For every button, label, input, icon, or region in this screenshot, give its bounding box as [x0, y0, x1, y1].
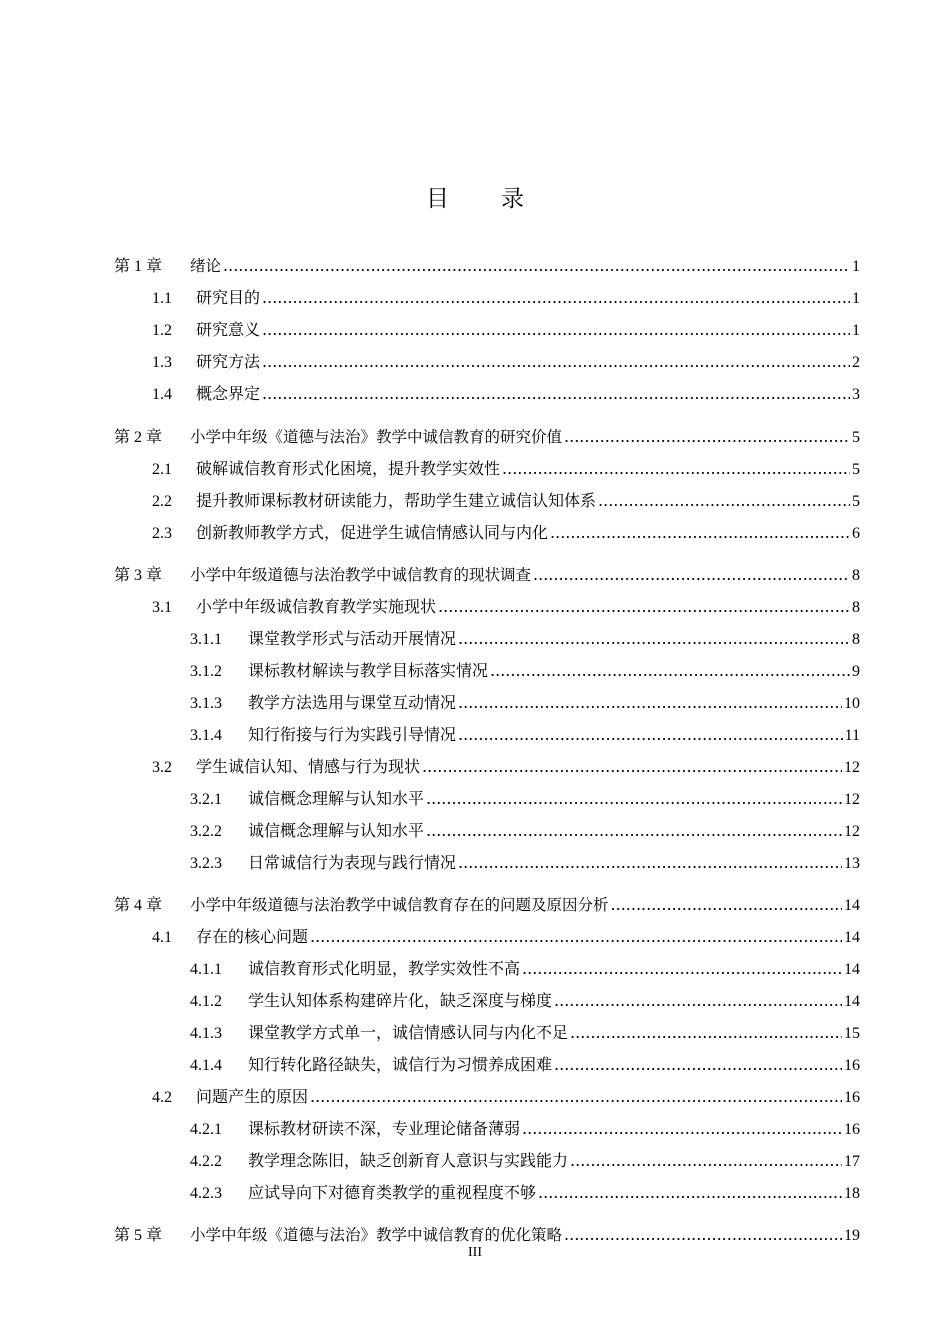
toc-entry-line [190, 988, 860, 1011]
toc-title-char-2: 录 [501, 186, 524, 212]
toc-chapter-entry[interactable] [0, 246, 950, 276]
toc-entry-title: 破解诚信教育形式化困境，提升教学实效性 [196, 459, 501, 478]
toc-entry-line [152, 456, 860, 479]
toc-entry-page: 3 [852, 386, 860, 403]
toc-section-entry[interactable] [0, 374, 950, 404]
toc-entry-title: 应试导向下对德育类教学的重视程度不够 [248, 1183, 537, 1202]
toc-entry-title: 知行衔接与行为实践引导情况 [248, 725, 457, 744]
toc-entry-line [114, 424, 860, 447]
toc-entry-line [190, 850, 860, 873]
toc-entry-line [152, 594, 860, 617]
toc-entry-page: 12 [844, 823, 860, 840]
toc-entry-page: 11 [844, 727, 860, 744]
toc-dot-leader [262, 320, 850, 339]
toc-dot-leader [502, 459, 850, 478]
toc-entry-title: 存在的核心问题 [196, 927, 309, 946]
toc-dot-leader [458, 725, 843, 744]
toc-entry-title: 绪论 [190, 257, 222, 275]
toc-entry-number: 2.1 [152, 461, 172, 478]
toc-entry-page: 18 [844, 1185, 860, 1202]
toc-entry-line [152, 924, 860, 947]
toc-entry-title: 研究目的 [196, 288, 261, 307]
toc-section-entry[interactable] [0, 587, 950, 617]
toc-entry-number: 1.2 [152, 322, 172, 339]
toc-entry-page: 16 [844, 1121, 860, 1138]
toc-entry-line [190, 1148, 860, 1171]
toc-entry-line [190, 1116, 860, 1139]
toc-entry-line [190, 690, 860, 713]
toc-entry-title: 小学中年级《道德与法治》教学中诚信教育的研究价值 [190, 428, 563, 446]
toc-entry-line [152, 285, 860, 308]
toc-entry-page: 16 [844, 1089, 860, 1106]
toc-entry-line [190, 626, 860, 649]
toc-entry-page: 1 [852, 290, 860, 307]
toc-subsection-entry[interactable] [0, 779, 950, 809]
toc-entry-number: 3.1.4 [190, 727, 222, 744]
toc-entry-line [190, 818, 860, 841]
toc-subsection-entry[interactable] [0, 683, 950, 713]
toc-entry-page: 8 [852, 567, 860, 584]
toc-subsection-entry[interactable] [0, 843, 950, 873]
toc-entry-title: 课标教材解读与教学目标落实情况 [248, 661, 489, 680]
toc-dot-leader [538, 1183, 842, 1202]
toc-entry-number: 第 1 章 [114, 258, 163, 275]
toc-entry-page: 9 [852, 663, 860, 680]
toc-dot-leader [310, 927, 842, 946]
toc-entry-number: 1.1 [152, 290, 172, 307]
toc-dot-leader [426, 789, 842, 808]
toc-entry-title: 问题产生的原因 [196, 1087, 309, 1106]
toc-entry-line [152, 1084, 860, 1107]
toc-entry-number: 2.2 [152, 493, 172, 510]
toc-entry-line [114, 892, 860, 915]
toc-subsection-entry[interactable] [0, 1173, 950, 1203]
toc-entry-page: 5 [852, 493, 860, 510]
toc-entry-number: 3.2.2 [190, 823, 222, 840]
toc-entry-page: 5 [852, 461, 860, 478]
toc-entry-title: 创新教师教学方式，促进学生诚信情感认同与内化 [196, 523, 549, 542]
toc-entry-number: 4.1.1 [190, 961, 222, 978]
toc-entry-number: 3.2.1 [190, 791, 222, 808]
toc-entry-page: 17 [844, 1153, 860, 1170]
toc-entry-line [152, 317, 860, 340]
toc-dot-leader [522, 1119, 842, 1138]
toc-section-entry[interactable] [0, 278, 950, 308]
toc-section-entry[interactable] [0, 1077, 950, 1107]
toc-entry-page: 12 [844, 759, 860, 776]
toc-entry-number: 第 4 章 [114, 897, 163, 914]
toc-entry-number: 3.1 [152, 599, 172, 616]
toc-dot-leader [564, 427, 850, 446]
toc-dot-leader [262, 352, 850, 371]
toc-section-entry[interactable] [0, 342, 950, 372]
toc-subsection-entry[interactable] [0, 1045, 950, 1075]
toc-section-entry[interactable] [0, 449, 950, 479]
toc-dot-leader [422, 757, 842, 776]
toc-dot-leader [223, 256, 850, 275]
toc-entry-title: 课堂教学形式与活动开展情况 [248, 629, 457, 648]
toc-entry-line [114, 562, 860, 585]
toc-entry-title: 课堂教学方式单一，诚信情感认同与内化不足 [248, 1023, 569, 1042]
page-number: III [468, 1245, 482, 1260]
toc-entry-number: 4.2.2 [190, 1153, 222, 1170]
toc-entry-number: 第 2 章 [114, 429, 163, 446]
toc-title-char-1: 目 [426, 186, 449, 212]
toc-entry-line [114, 253, 860, 276]
toc-entry-title: 提升教师课标教材研读能力，帮助学生建立诚信认知体系 [196, 491, 597, 510]
toc-entry-number: 3.2 [152, 759, 172, 776]
toc-subsection-entry[interactable] [0, 715, 950, 745]
toc-entry-title: 学生诚信认知、情感与行为现状 [196, 757, 421, 776]
toc-dot-leader [262, 288, 850, 307]
toc-entry-page: 14 [844, 993, 860, 1010]
toc-chapter-entry[interactable] [0, 1215, 950, 1245]
toc-entry-number: 4.1.2 [190, 993, 222, 1010]
toc-entry-page: 14 [844, 961, 860, 978]
toc-entry-page: 6 [852, 525, 860, 542]
toc-dot-leader [458, 853, 842, 872]
toc-entry-title: 教学理念陈旧，缺乏创新育人意识与实践能力 [248, 1151, 569, 1170]
toc-section-entry[interactable] [0, 513, 950, 543]
toc-entry-line [152, 349, 860, 372]
toc-entry-number: 第 3 章 [114, 567, 163, 584]
toc-entry-number: 3.2.3 [190, 855, 222, 872]
toc-dot-leader [554, 991, 842, 1010]
toc-subsection-entry[interactable] [0, 981, 950, 1011]
toc-entry-line [190, 1052, 860, 1075]
toc-entry-page: 1 [852, 258, 860, 275]
toc-dot-leader [564, 1225, 842, 1244]
toc-entry-page: 15 [844, 1025, 860, 1042]
toc-entry-number: 4.2 [152, 1089, 172, 1106]
toc-entry-title: 日常诚信行为表现与践行情况 [248, 853, 457, 872]
toc-subsection-entry[interactable] [0, 1141, 950, 1171]
toc-subsection-entry[interactable] [0, 1013, 950, 1043]
toc-section-entry[interactable] [0, 917, 950, 947]
toc-entry-title: 教学方法选用与课堂互动情况 [248, 693, 457, 712]
toc-entry-title: 诚信教育形式化明显，教学实效性不高 [248, 959, 521, 978]
toc-entry-number: 3.1.2 [190, 663, 222, 680]
toc-entry-number: 1.4 [152, 386, 172, 403]
toc-entry-number: 4.2.3 [190, 1185, 222, 1202]
toc-dot-leader [310, 1087, 842, 1106]
toc-entry-number: 3.1.3 [190, 695, 222, 712]
toc-entry-title: 研究方法 [196, 352, 261, 371]
toc-chapter-entry[interactable] [0, 885, 950, 915]
toc-dot-leader [458, 693, 842, 712]
toc-dot-leader [490, 661, 850, 680]
toc-entry-title: 课标教材研读不深，专业理论储备薄弱 [248, 1119, 521, 1138]
toc-dot-leader [570, 1023, 842, 1042]
toc-entry-title: 诚信概念理解与认知水平 [248, 821, 425, 840]
toc-section-entry[interactable] [0, 481, 950, 511]
toc-entry-title: 小学中年级道德与法治教学中诚信教育的现状调查 [190, 566, 532, 584]
toc-entry-page: 10 [844, 695, 860, 712]
toc-dot-leader [458, 629, 850, 648]
toc-title [0, 180, 950, 213]
toc-entry-line [190, 1020, 860, 1043]
toc-entry-page: 8 [852, 599, 860, 616]
toc-dot-leader [426, 821, 842, 840]
toc-dot-leader [598, 491, 850, 510]
toc-entry-line [152, 381, 860, 404]
toc-entry-page: 14 [844, 897, 860, 914]
toc-entry-number: 4.1.4 [190, 1057, 222, 1074]
toc-entry-page: 8 [852, 631, 860, 648]
toc-entry-line [152, 520, 860, 543]
toc-dot-leader [550, 523, 850, 542]
toc-entry-title: 研究意义 [196, 320, 261, 339]
toc-entry-page: 12 [844, 791, 860, 808]
toc-subsection-entry[interactable] [0, 651, 950, 681]
toc-entry-line [114, 1222, 860, 1245]
toc-entry-page: 19 [844, 1227, 860, 1244]
toc-subsection-entry[interactable] [0, 811, 950, 841]
toc-entry-page: 1 [852, 322, 860, 339]
toc-entry-line [190, 722, 860, 745]
toc-entry-number: 2.3 [152, 525, 172, 542]
toc-dot-leader [611, 895, 842, 914]
toc-dot-leader [262, 384, 850, 403]
toc-entry-title: 知行转化路径缺失，诚信行为习惯养成困难 [248, 1055, 553, 1074]
toc-entry-line [190, 786, 860, 809]
toc-entry-number: 4.1.3 [190, 1025, 222, 1042]
toc-dot-leader [522, 959, 842, 978]
toc-entry-title: 概念界定 [196, 384, 261, 403]
toc-entry-line [190, 658, 860, 681]
toc-chapter-entry[interactable] [0, 555, 950, 585]
toc-chapter-entry[interactable] [0, 417, 950, 447]
toc-section-entry[interactable] [0, 747, 950, 777]
toc-dot-leader [570, 1151, 842, 1170]
toc-dot-leader [554, 1055, 842, 1074]
toc-entry-title: 小学中年级道德与法治教学中诚信教育存在的问题及原因分析 [190, 896, 609, 914]
toc-subsection-entry[interactable] [0, 1109, 950, 1139]
toc-entry-page: 5 [852, 429, 860, 446]
toc-entry-line [190, 956, 860, 979]
toc-section-entry[interactable] [0, 310, 950, 340]
toc-entry-number: 4.1 [152, 929, 172, 946]
toc-entry-title: 小学中年级诚信教育教学实施现状 [196, 597, 437, 616]
toc-entry-title: 学生认知体系构建碎片化，缺乏深度与梯度 [248, 991, 553, 1010]
toc-subsection-entry[interactable] [0, 949, 950, 979]
toc-entry-number: 第 5 章 [114, 1227, 163, 1244]
toc-entry-page: 13 [844, 855, 860, 872]
toc-entry-number: 4.2.1 [190, 1121, 222, 1138]
toc-entry-page: 14 [844, 929, 860, 946]
toc-entry-number: 3.1.1 [190, 631, 222, 648]
toc-subsection-entry[interactable] [0, 619, 950, 649]
toc-entry-line [152, 488, 860, 511]
toc-entry-title: 小学中年级《道德与法治》教学中诚信教育的优化策略 [190, 1226, 563, 1244]
toc-entry-line [190, 1180, 860, 1203]
toc-dot-leader [438, 597, 850, 616]
toc-entry-number: 1.3 [152, 354, 172, 371]
toc-dot-leader [533, 565, 850, 584]
toc-entry-page: 16 [844, 1057, 860, 1074]
toc-entry-page: 2 [852, 354, 860, 371]
toc-entry-title: 诚信概念理解与认知水平 [248, 789, 425, 808]
toc-entry-line [152, 754, 860, 777]
